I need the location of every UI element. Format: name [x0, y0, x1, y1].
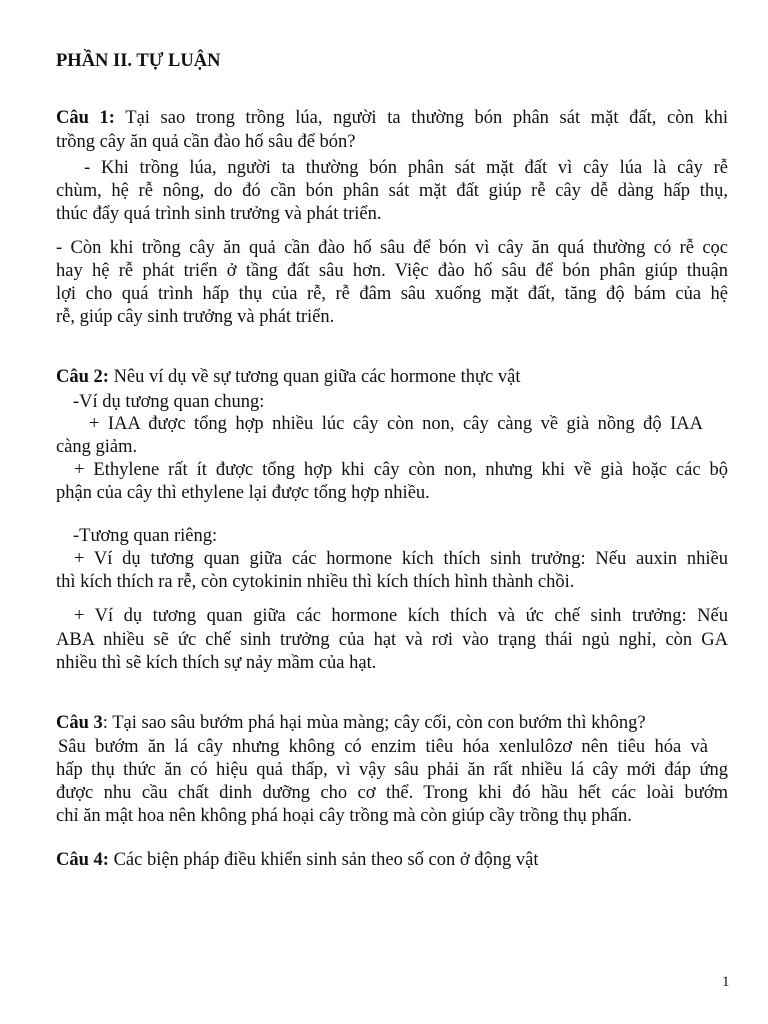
- q2-specific-1-line-1: + Ví dụ tương quan giữa các hormone kích thích sinh trưởng: Nếu auxin nhiều: [74, 549, 728, 569]
- q2-general-2-line-1: + Ethylene rất ít được tổng hợp khi cây còn non, nhưng khi về già hoặc các bộ: [74, 460, 728, 480]
- q2-specific-heading: -Tương quan riêng:: [73, 526, 218, 546]
- q2-specific-2-line-2: ABA nhiều sẽ ức chế sinh trưởng của hạt và rơi vào trạng thái ngủ nghỉ, còn GA: [56, 630, 728, 650]
- q1-question-line-2: trồng cây ăn quả cần đào hố sâu để bón?: [56, 132, 356, 152]
- q1-answer-1-line-1: - Khi trồng lúa, người ta thường bón phân sát mặt đất vì cây lúa là cây rễ: [84, 158, 728, 178]
- q2-question-text: Nêu ví dụ về sự tương quan giữa các hormone thực vật: [113, 367, 521, 387]
- q1-question-text-1: Tại sao trong trồng lúa, người ta thường bón phân sát mặt đất, còn khi: [125, 108, 728, 128]
- q4-label: Câu 4:: [56, 850, 109, 870]
- q4-question-text: Các biện pháp điều khiển sinh sản theo số con ở động vật: [113, 850, 539, 870]
- q2-general-1-line-1: + IAA được tổng hợp nhiều lúc cây còn non, cây càng về già nồng độ IAA: [89, 414, 703, 434]
- q1-question-line-1: [56, 107, 728, 129]
- q1-answer-1-line-2: chùm, hệ rễ nông, do đó cần bón phân sát mặt đất giúp rễ cây dễ dàng hấp thụ,: [56, 181, 728, 201]
- q1-answer-1-line-3: thúc đẩy quá trình sinh trưởng và phát triển.: [56, 204, 382, 224]
- q1-answer-2-line-4: rễ, giúp cây sinh trưởng và phát triển.: [56, 307, 335, 327]
- q2-specific-2-line-1: + Ví dụ tương quan giữa các hormone kích thích và ức chế sinh trưởng: Nếu: [74, 606, 728, 626]
- q2-label: Câu 2:: [56, 367, 109, 387]
- q3-answer-line-3: được nhu cầu chất dinh dưỡng cho cơ thể. Trong khi đó hầu hết các loài bướm: [56, 783, 728, 803]
- q1-answer-2-line-2: hay hệ rễ phát triển ở tầng đất sâu hơn. Việc đào hố sâu để bón phân giúp thuận: [56, 261, 728, 281]
- q4-question-line: [56, 849, 538, 871]
- q2-general-2-line-2: phận của cây thì ethylene lại được tổng hợp nhiều.: [56, 483, 430, 503]
- q1-answer-2-line-1: - Còn khi trồng cây ăn quả cần đào hố sâu để bón vì cây ăn quá thường có rễ cọc: [56, 238, 728, 258]
- q2-specific-1-line-2: thì kích thích ra rễ, còn cytokinin nhiều thì kích thích hình thành chồi.: [56, 572, 575, 592]
- q2-general-1-line-2: càng giảm.: [56, 437, 138, 457]
- page-number: 1: [722, 974, 730, 990]
- q1-answer-2-line-3: lợi cho quá trình hấp thụ của rễ, rễ đâm sâu xuống mặt đất, tăng độ bám của hệ: [56, 284, 728, 304]
- q3-answer-line-1: Sâu bướm ăn lá cây nhưng không có enzim tiêu hóa xenlulôzơ nên tiêu hóa và: [58, 737, 708, 757]
- q3-question-line: [56, 712, 646, 734]
- q3-answer-line-2: hấp thụ thức ăn có hiệu quả thấp, vì vậy sâu phải ăn rất nhiều lá cây mới đáp ứng: [56, 760, 728, 780]
- section-title: PHẦN II. TỰ LUẬN: [56, 51, 221, 71]
- q2-general-heading: -Ví dụ tương quan chung:: [73, 392, 265, 412]
- q2-specific-2-line-3: nhiều thì sẽ kích thích sự nảy mầm của hạt.: [56, 653, 377, 673]
- q3-question-text: : Tại sao sâu bướm phá hại mùa màng; cây cối, còn con bướm thì không?: [102, 713, 646, 733]
- q1-label: Câu 1:: [56, 108, 115, 128]
- q2-question-line: [56, 366, 521, 388]
- q3-answer-line-4: chỉ ăn mật hoa nên không phá hoại cây trồng mà còn giúp cầy trồng thụ phấn.: [56, 806, 632, 826]
- q3-label: Câu 3: [56, 713, 103, 733]
